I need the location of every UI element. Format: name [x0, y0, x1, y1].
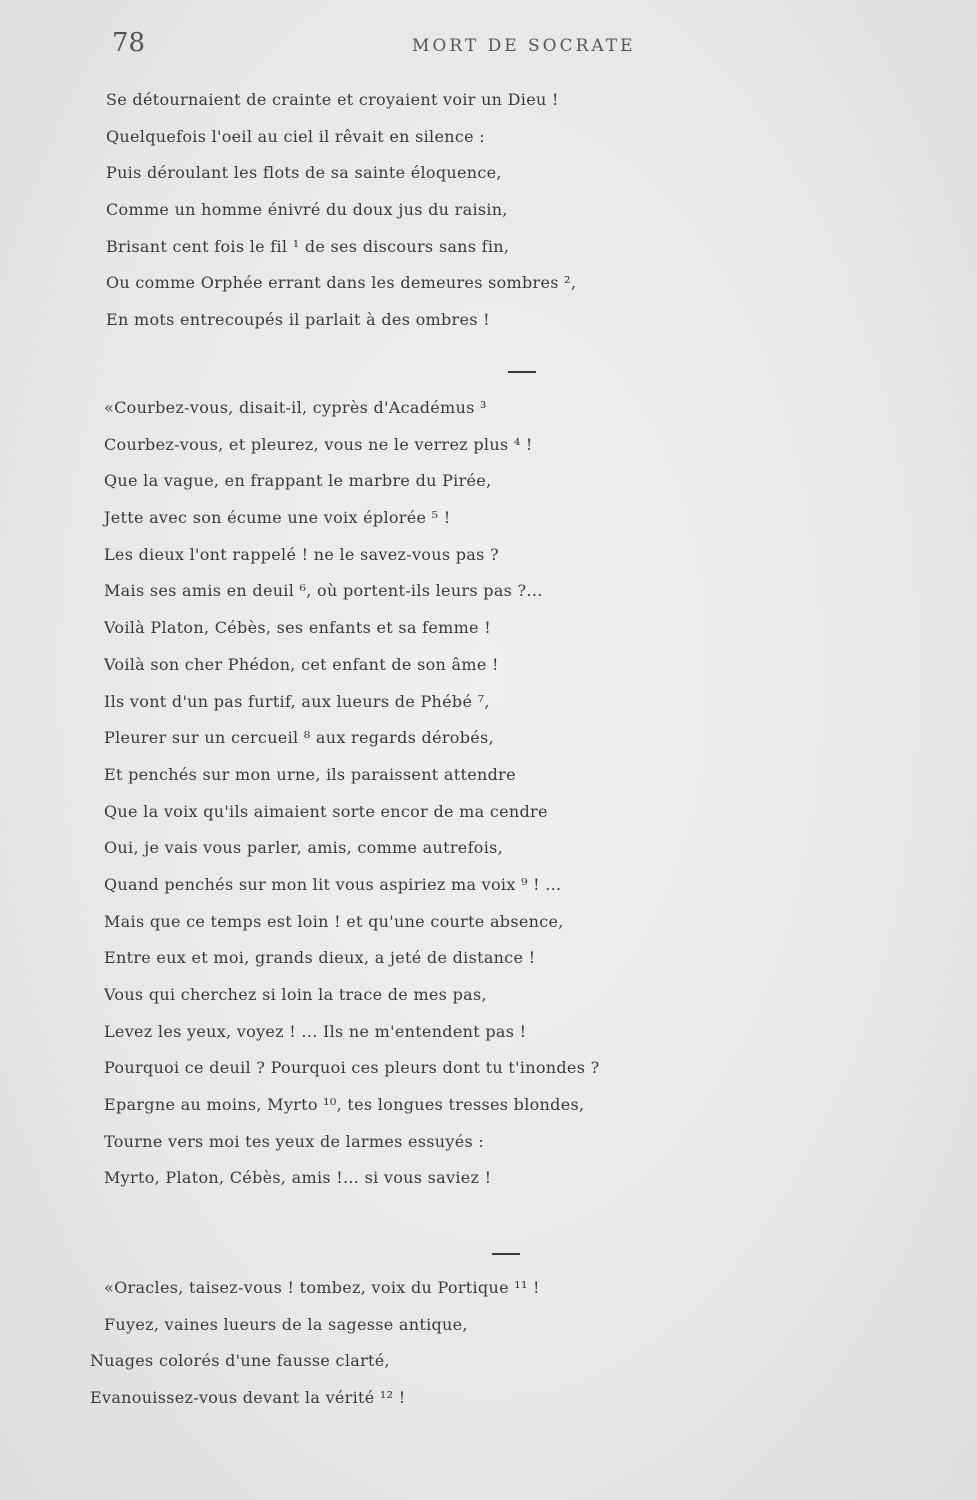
verse-line: En mots entrecoupés il parlait à des ombres !: [106, 310, 490, 330]
verse-line: Jette avec son écume une voix éplorée ⁵ !: [104, 508, 451, 528]
verse-line: «Oracles, taisez-vous ! tombez, voix du Portique ¹¹ !: [104, 1278, 540, 1297]
verse-line: Mais ses amis en deuil ⁶, où portent-ils leurs pas ?...: [104, 581, 543, 601]
stanza-separator: [492, 1253, 520, 1255]
running-title: MORT DE SOCRATE: [412, 36, 636, 56]
stanza-3: [0, 1270, 977, 1417]
verse-line: Quand penchés sur mon lit vous aspiriez ma voix ⁹ ! ...: [104, 874, 562, 894]
page-number: 78: [112, 28, 146, 58]
verse-line: Et penchés sur mon urne, ils paraissent attendre: [104, 764, 516, 784]
stanza-2: [0, 390, 977, 1197]
page-header: [0, 28, 977, 68]
verse-line: Les dieux l'ont rappelé ! ne le savez-vous pas ?: [104, 544, 499, 564]
verse-line: Tourne vers moi tes yeux de larmes essuyés :: [104, 1131, 485, 1151]
stanza-separator: [508, 371, 536, 373]
verse-line: Quelquefois l'oeil au ciel il rêvait en silence :: [106, 126, 485, 146]
verse-line: Brisant cent fois le fil ¹ de ses discours sans fin,: [106, 236, 510, 256]
verse-line: Myrto, Platon, Cébès, amis !... si vous saviez !: [104, 1168, 492, 1188]
verse-line: Ou comme Orphée errant dans les demeures sombres ²,: [106, 273, 577, 293]
verse-line: Oui, je vais vous parler, amis, comme autrefois,: [104, 838, 504, 858]
verse-line: Ils vont d'un pas furtif, aux lueurs de Phébé ⁷,: [104, 691, 490, 711]
verse-line: Puis déroulant les flots de sa sainte éloquence,: [106, 163, 502, 183]
verse-line: «Courbez-vous, disait-il, cyprès d'Académus ³: [104, 398, 487, 417]
verse-line: Pourquoi ce deuil ? Pourquoi ces pleurs dont tu t'inondes ?: [104, 1058, 600, 1078]
verse-line: Entre eux et moi, grands dieux, a jeté de distance !: [104, 948, 536, 968]
verse-line: Nuages colorés d'une fausse clarté,: [90, 1351, 390, 1371]
verse-line: Que la vague, en frappant le marbre du Pirée,: [104, 471, 492, 491]
verse-line: Comme un homme énivré du doux jus du raisin,: [106, 200, 508, 220]
verse-line: Fuyez, vaines lueurs de la sagesse antique,: [104, 1314, 468, 1334]
verse-line: Levez les yeux, voyez ! ... Ils ne m'entendent pas !: [104, 1021, 527, 1041]
verse-line: Voilà Platon, Cébès, ses enfants et sa femme !: [104, 618, 491, 638]
verse-line: Vous qui cherchez si loin la trace de mes pas,: [104, 985, 487, 1004]
verse-line: Evanouissez-vous devant la vérité ¹² !: [90, 1388, 406, 1408]
verse-line: Courbez-vous, et pleurez, vous ne le verrez plus ⁴ !: [104, 434, 533, 454]
verse-line: Pleurer sur un cercueil ⁸ aux regards dérobés,: [104, 728, 494, 748]
verse-line: Se détournaient de crainte et croyaient voir un Dieu !: [106, 90, 559, 109]
verse-line: Que la voix qu'ils aimaient sorte encor de ma cendre: [104, 801, 548, 821]
verse-line: Epargne au moins, Myrto ¹⁰, tes longues tresses blondes,: [104, 1095, 585, 1115]
verse-line: Voilà son cher Phédon, cet enfant de son âme !: [104, 654, 499, 674]
verse-line: Mais que ce temps est loin ! et qu'une courte absence,: [104, 911, 564, 931]
stanza-1: [0, 82, 977, 339]
